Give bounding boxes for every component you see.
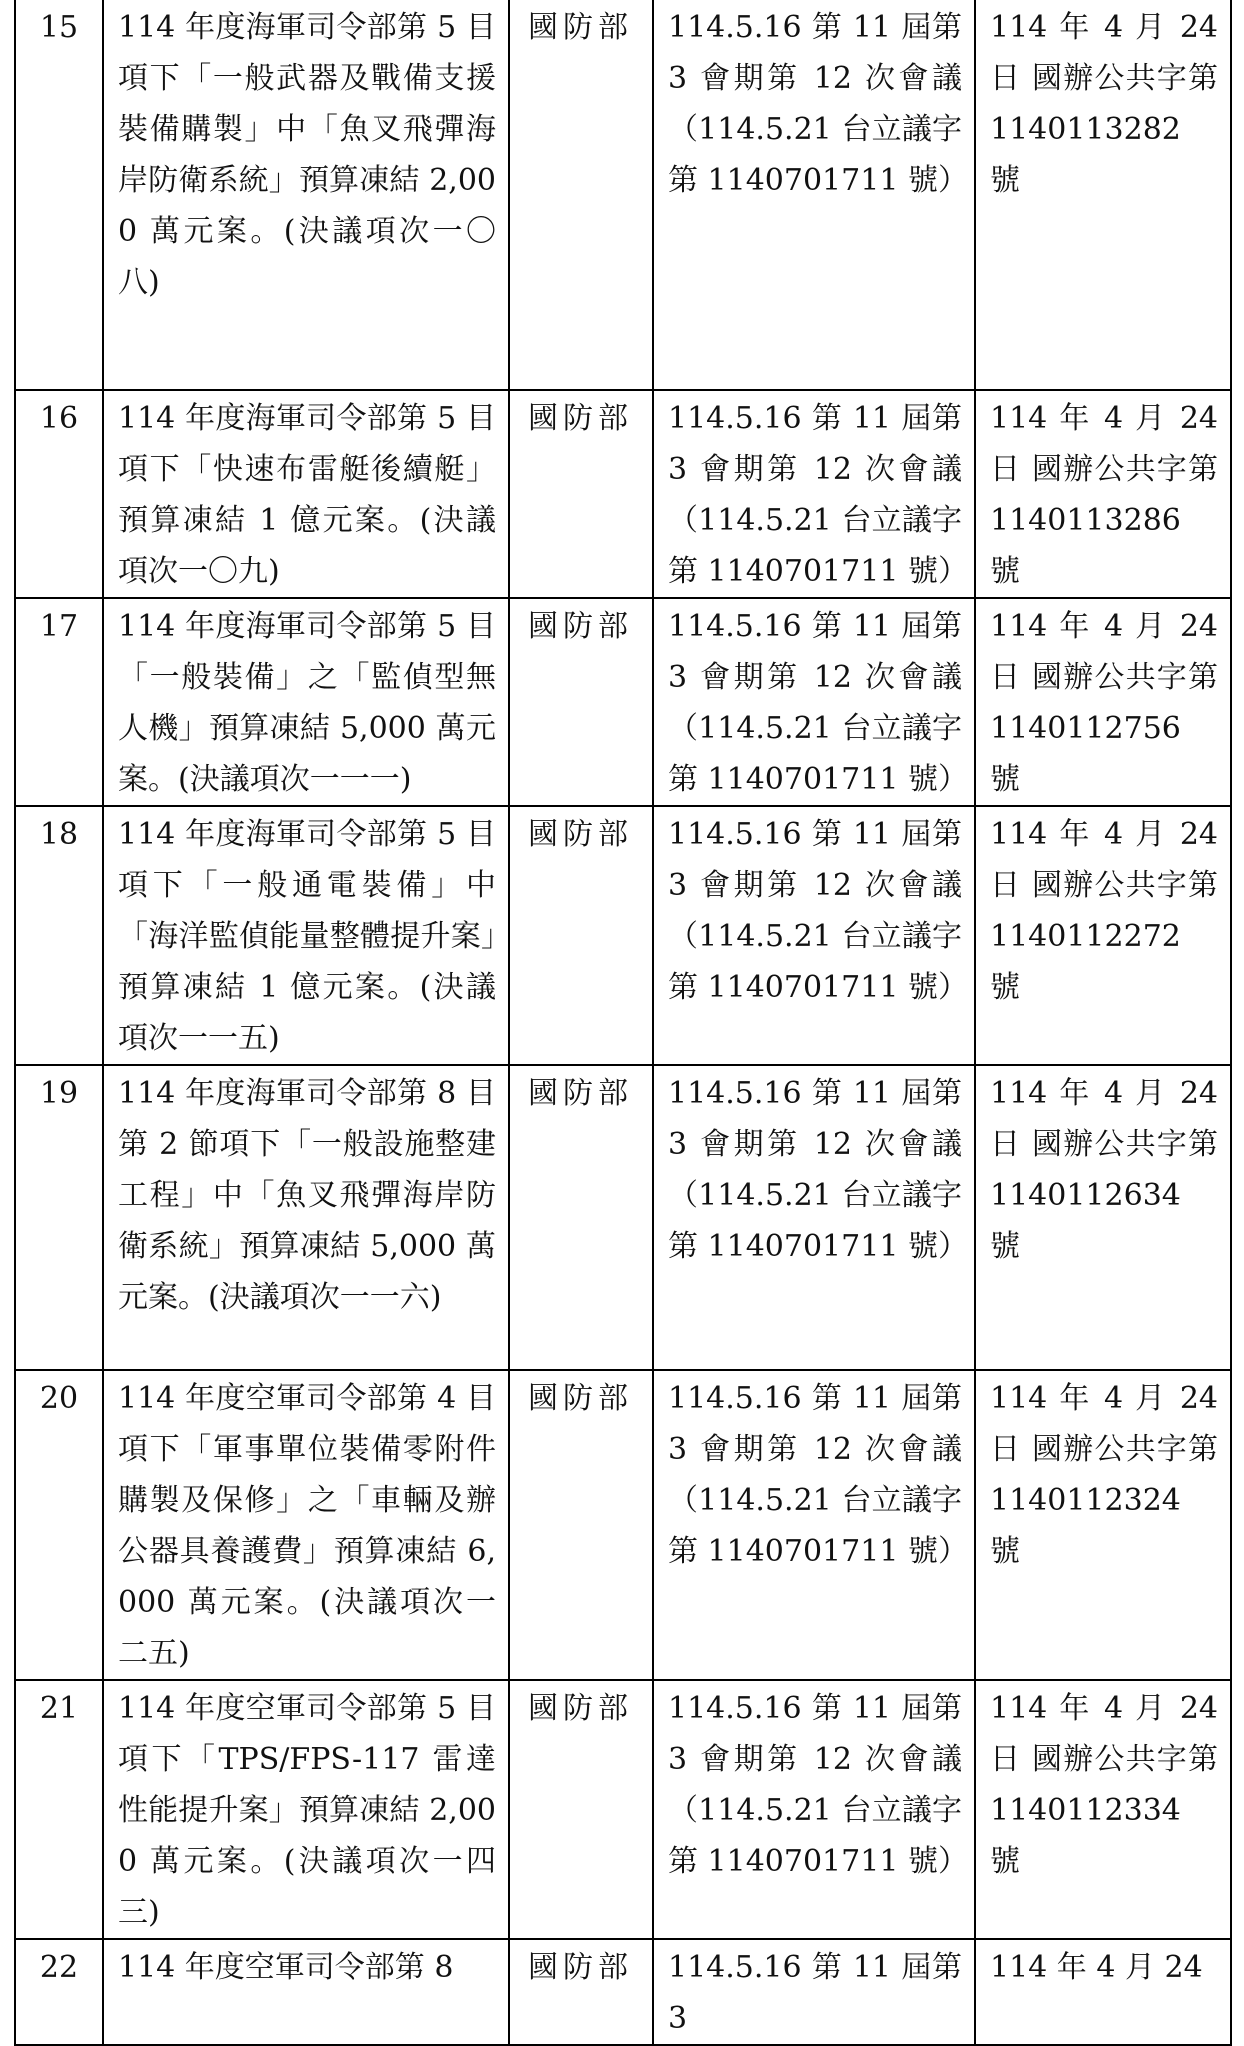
row-agency: 國防部 [509, 390, 653, 598]
row-reference: 114 年 4 月 24 日 國辦公共字第 1140113286 號 [975, 390, 1231, 598]
row-number: 21 [15, 1680, 103, 1939]
row-agency: 國防部 [509, 1680, 653, 1939]
row-reference: 114 年 4 月 24 日 國辦公共字第 1140112334 號 [975, 1680, 1231, 1939]
row-agency: 國防部 [509, 1370, 653, 1680]
table-row [15, 806, 1231, 1065]
row-subject: 114 年度海軍司令部第 5 目項下「一般武器及戰備支援裝備購製」中「魚叉飛彈海岸防衛系統」預算凍結 2,000 萬元案。(決議項次一〇八) [103, 0, 509, 390]
row-agency: 國防部 [509, 0, 653, 390]
row-subject: 114 年度空軍司令部第 8 [103, 1939, 509, 2045]
row-agency: 國防部 [509, 1065, 653, 1370]
row-agency: 國防部 [509, 806, 653, 1065]
row-subject: 114 年度空軍司令部第 5 目項下「TPS/FPS-117 雷達性能提升案」預算凍結 2,000 萬元案。(決議項次一四三) [103, 1680, 509, 1939]
row-reference: 114 年 4 月 24 日 國辦公共字第 1140112272 號 [975, 806, 1231, 1065]
row-number: 22 [15, 1939, 103, 2045]
row-meeting: 114.5.16 第 11 屆第 3 會期第 12 次會議（114.5.21 台立議字第 1140701711 號） [653, 806, 975, 1065]
row-number: 20 [15, 1370, 103, 1680]
row-meeting: 114.5.16 第 11 屆第 3 會期第 12 次會議（114.5.21 台立議字第 1140701711 號） [653, 1370, 975, 1680]
row-reference: 114 年 4 月 24 日 國辦公共字第 1140112756 號 [975, 598, 1231, 806]
row-meeting: 114.5.16 第 11 屆第 3 [653, 1939, 975, 2045]
row-subject: 114 年度海軍司令部第 5 目「一般裝備」之「監偵型無人機」預算凍結 5,000 萬元案。(決議項次一一一) [103, 598, 509, 806]
row-number: 15 [15, 0, 103, 390]
row-reference: 114 年 4 月 24 [975, 1939, 1231, 2045]
table-row [15, 1065, 1231, 1370]
table-row [15, 0, 1231, 390]
row-agency: 國防部 [509, 598, 653, 806]
row-meeting: 114.5.16 第 11 屆第 3 會期第 12 次會議（114.5.21 台立議字第 1140701711 號） [653, 390, 975, 598]
row-meeting: 114.5.16 第 11 屆第 3 會期第 12 次會議（114.5.21 台立議字第 1140701711 號） [653, 0, 975, 390]
row-subject: 114 年度海軍司令部第 5 目項下「快速布雷艇後續艇」預算凍結 1 億元案。(決議項次一〇九) [103, 390, 509, 598]
table-row [15, 1939, 1231, 2045]
table-row [15, 1370, 1231, 1680]
row-number: 17 [15, 598, 103, 806]
row-number: 16 [15, 390, 103, 598]
table-row [15, 598, 1231, 806]
row-meeting: 114.5.16 第 11 屆第 3 會期第 12 次會議（114.5.21 台立議字第 1140701711 號） [653, 598, 975, 806]
table-row [15, 390, 1231, 598]
row-meeting: 114.5.16 第 11 屆第 3 會期第 12 次會議（114.5.21 台立議字第 1140701711 號） [653, 1065, 975, 1370]
row-reference: 114 年 4 月 24 日 國辦公共字第 1140112324 號 [975, 1370, 1231, 1680]
table-row [15, 1680, 1231, 1939]
row-number: 19 [15, 1065, 103, 1370]
row-meeting: 114.5.16 第 11 屆第 3 會期第 12 次會議（114.5.21 台立議字第 1140701711 號） [653, 1680, 975, 1939]
row-subject: 114 年度空軍司令部第 4 目項下「軍事單位裝備零附件購製及保修」之「車輛及辦公器具養護費」預算凍結 6,000 萬元案。(決議項次一二五) [103, 1370, 509, 1680]
row-reference: 114 年 4 月 24 日 國辦公共字第 1140112634 號 [975, 1065, 1231, 1370]
row-subject: 114 年度海軍司令部第 5 目項下「一般通電裝備」中「海洋監偵能量整體提升案」預算凍結 1 億元案。(決議項次一一五) [103, 806, 509, 1065]
resolution-table [14, 0, 1232, 2046]
row-number: 18 [15, 806, 103, 1065]
row-subject: 114 年度海軍司令部第 8 目第 2 節項下「一般設施整建工程」中「魚叉飛彈海岸防衛系統」預算凍結 5,000 萬元案。(決議項次一一六) [103, 1065, 509, 1370]
row-agency: 國防部 [509, 1939, 653, 2045]
row-reference: 114 年 4 月 24 日 國辦公共字第 1140113282 號 [975, 0, 1231, 390]
